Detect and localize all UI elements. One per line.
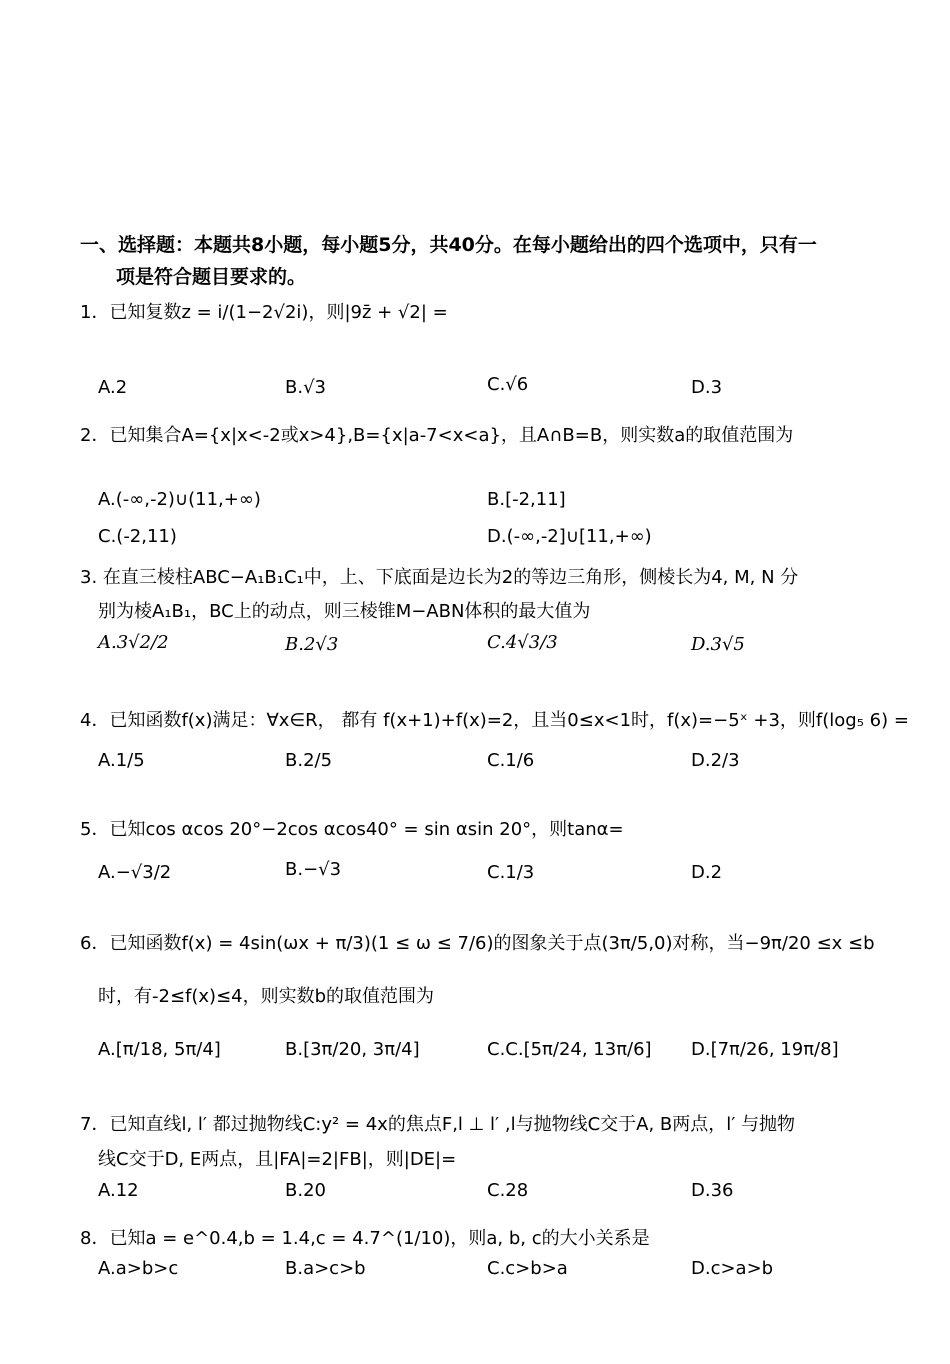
question-5-option-b: B.−√3 [285,859,342,880]
question-8-stem: 8．已知a = e^0.4,b = 1.4,c = 4.7^(1/10)，则a, b, c的大小关系是 [80,1228,650,1249]
question-6-stem-line1: 6．已知函数f(x) = 4sin(ωx + π/3)(1 ≤ ω ≤ 7/6)的图象关于点(3π/5,0)对称，当−9π/20 ≤x ≤b [80,933,875,954]
question-8-option-b: B.a>c>b [285,1258,366,1279]
question-2-option-c: C.(-2,11) [98,526,177,547]
question-4-option-a: A.1/5 [98,750,145,771]
question-4-option-b: B.2/5 [285,750,333,771]
question-3-option-b: B.2√3 [285,634,339,655]
question-6-option-d: D.[7π/26, 19π/8] [691,1039,839,1060]
question-1-option-a: A.2 [98,377,128,398]
section-heading-line1: 一、选择题：本题共8小题，每小题5分，共40分。在每小题给出的四个选项中，只有一 [80,234,817,256]
section-heading-line2: 项是符合题目要求的。 [116,266,307,288]
question-3-stem-line2: 别为棱A₁B₁，BC上的动点，则三棱锥M−ABN体积的最大值为 [98,601,591,622]
question-5-stem: 5．已知cos αcos 20°−2cos αcos40° = sin αsin 20°，则tanα= [80,819,624,840]
question-2-option-a: A.(-∞,-2)∪(11,+∞) [98,489,261,510]
question-2-stem: 2．已知集合A={x|x<-2或x>4},B={x|a-7<x<a}，且A∩B=B，则实数a的取值范围为 [80,425,794,446]
question-1-option-b: B.√3 [285,377,326,398]
question-7-stem-line2: 线C交于D, E两点，且|FA|=2|FB|，则|DE|= [98,1149,457,1170]
question-4-option-c: C.1/6 [487,750,535,771]
question-7-stem-line1: 7．已知直线l, l′ 都过抛物线C:y² = 4x的焦点F,l ⊥ l′ ,l与抛物线C交于A, B两点，l′ 与抛物 [80,1114,796,1135]
question-7-option-b: B.20 [285,1180,326,1201]
question-6-option-a: A.[π/18, 5π/4] [98,1039,221,1060]
question-8-option-d: D.c>a>b [691,1258,774,1279]
question-2-option-d: D.(-∞,-2]∪[11,+∞) [487,526,652,547]
question-1-option-d: D.3 [691,377,723,398]
question-6-option-b: B.[3π/20, 3π/4] [285,1039,420,1060]
question-6-stem-line2: 时，有-2≤f(x)≤4，则实数b的取值范围为 [98,986,435,1007]
question-7-option-c: C.28 [487,1180,529,1201]
question-5-option-d: D.2 [691,862,723,883]
question-4-stem: 4．已知函数f(x)满足：∀x∈R， 都有 f(x+1)+f(x)=2，且当0≤x<1时，f(x)=−5ˣ +3，则f(log₅ 6) = [80,710,909,731]
question-8-option-a: A.a>b>c [98,1258,179,1279]
question-2-option-b: B.[-2,11] [487,489,566,510]
question-5-option-c: C.1/3 [487,862,535,883]
question-3-stem-line1: 3. 在直三棱柱ABC−A₁B₁C₁中，上、下底面是边长为2的等边三角形，侧棱长为4, M, N 分 [80,567,799,588]
question-6-option-c: C.C.[5π/24, 13π/6] [487,1039,652,1060]
question-3-option-a: A.3√2/2 [98,632,169,653]
question-4-option-d: D.2/3 [691,750,740,771]
question-8-option-c: C.c>b>a [487,1258,568,1279]
question-7-option-a: A.12 [98,1180,139,1201]
question-7-option-d: D.36 [691,1180,734,1201]
question-3-option-c: C.4√3/3 [487,632,558,653]
question-1-stem: 1．已知复数z = i/(1−2√2i)，则|9z̄ + √2| = [80,302,448,323]
question-1-option-c: C.√6 [487,374,529,395]
question-5-option-a: A.−√3/2 [98,862,172,883]
question-3-option-d: D.3√5 [691,634,745,655]
